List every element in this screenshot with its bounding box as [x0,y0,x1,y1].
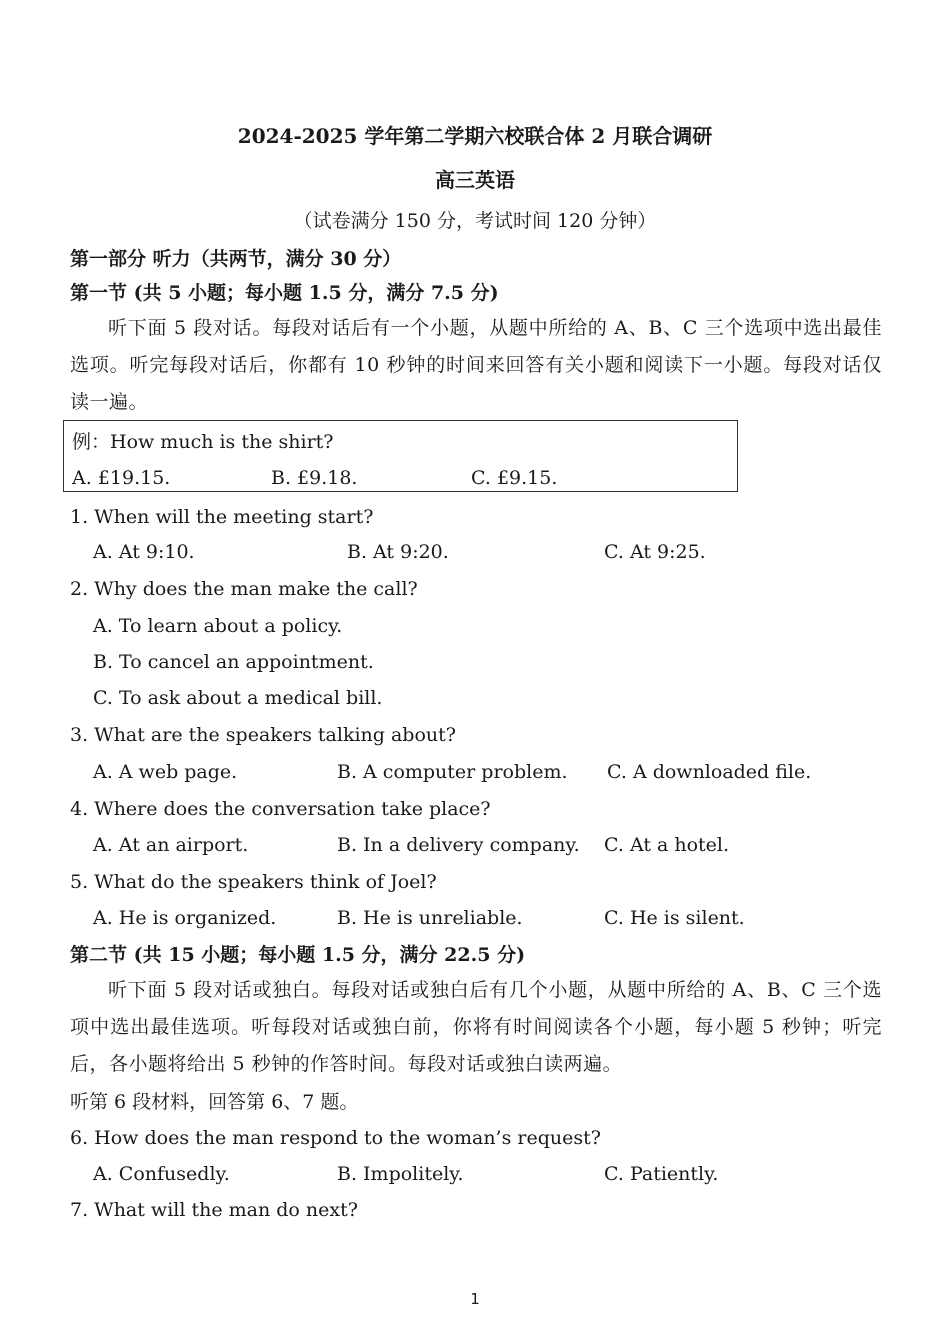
example-question: 例：How much is the shirt? [72,431,334,453]
q6-option-b: B. Impolitely. [337,1163,464,1185]
question-6: 6. How does the man respond to the woman’s request? [70,1127,601,1149]
q6-option-a: A. Confusedly. [93,1163,230,1185]
q4-option-b: B. In a delivery company. [337,834,580,856]
example-option-b: B. £9.18. [271,467,358,489]
q5-option-a: A. He is organized. [93,907,277,929]
q6-option-c: C. Patiently. [604,1163,719,1185]
q3-option-c: C. A downloaded file. [607,761,812,783]
q2-option-c: C. To ask about a medical bill. [93,687,383,709]
q1-option-b: B. At 9:20. [347,541,449,563]
q2-option-a: A. To learn about a policy. [93,615,343,637]
question-5: 5. What do the speakers think of Joel? [70,871,437,893]
example-option-a: A. £19.15. [72,467,171,489]
question-2: 2. Why does the man make the call? [70,578,418,600]
exam-note: （试卷满分 150 分，考试时间 120 分钟） [293,210,657,232]
q2-option-b: B. To cancel an appointment. [93,651,374,673]
section2-heading: 第二节 (共 15 小题；每小题 1.5 分，满分 22.5 分) [70,944,526,966]
section1-heading: 第一节 (共 5 小题；每小题 1.5 分，满分 7.5 分) [70,282,499,304]
part1-heading: 第一部分 听力（共两节，满分 30 分） [70,248,402,270]
exam-subject: 高三英语 [435,168,515,192]
q3-option-b: B. A computer problem. [337,761,568,783]
q4-option-c: C. At a hotel. [604,834,730,856]
example-option-c: C. £9.15. [471,467,558,489]
question-3: 3. What are the speakers talking about? [70,724,456,746]
material-note: 听第 6 段材料，回答第 6、7 题。 [70,1091,359,1113]
q3-option-a: A. A web page. [93,761,238,783]
section1-instructions: 听下面 5 段对话。每段对话后有一个小题，从题中所给的 A、B、C 三个选项中选出最佳选项。听完每段对话后，你都有 10 秒钟的时间来回答有关小题和阅读下一小题。每段对话仅读一遍。 [70,317,882,413]
q4-option-a: A. At an airport. [93,834,249,856]
question-4: 4. Where does the conversation take place? [70,798,491,820]
q5-option-c: C. He is silent. [604,907,745,929]
q5-option-b: B. He is unreliable. [337,907,523,929]
q1-option-a: A. At 9:10. [93,541,195,563]
page-number: 1 [470,1290,480,1308]
section2-instructions: 听下面 5 段对话或独白。每段对话或独白后有几个小题，从题中所给的 A、B、C 三个选项中选出最佳选项。听每段对话或独白前，你将有时间阅读各个小题，每小题 5 秒钟；听完后，各小题将给出 5 秒钟的作答时间。每段对话或独白读两遍。 [70,979,882,1075]
question-1: 1. When will the meeting start? [70,506,374,528]
q1-option-c: C. At 9:25. [604,541,706,563]
question-7: 7. What will the man do next? [70,1199,358,1221]
exam-title: 2024-2025 学年第二学期六校联合体 2 月联合调研 [237,124,713,148]
